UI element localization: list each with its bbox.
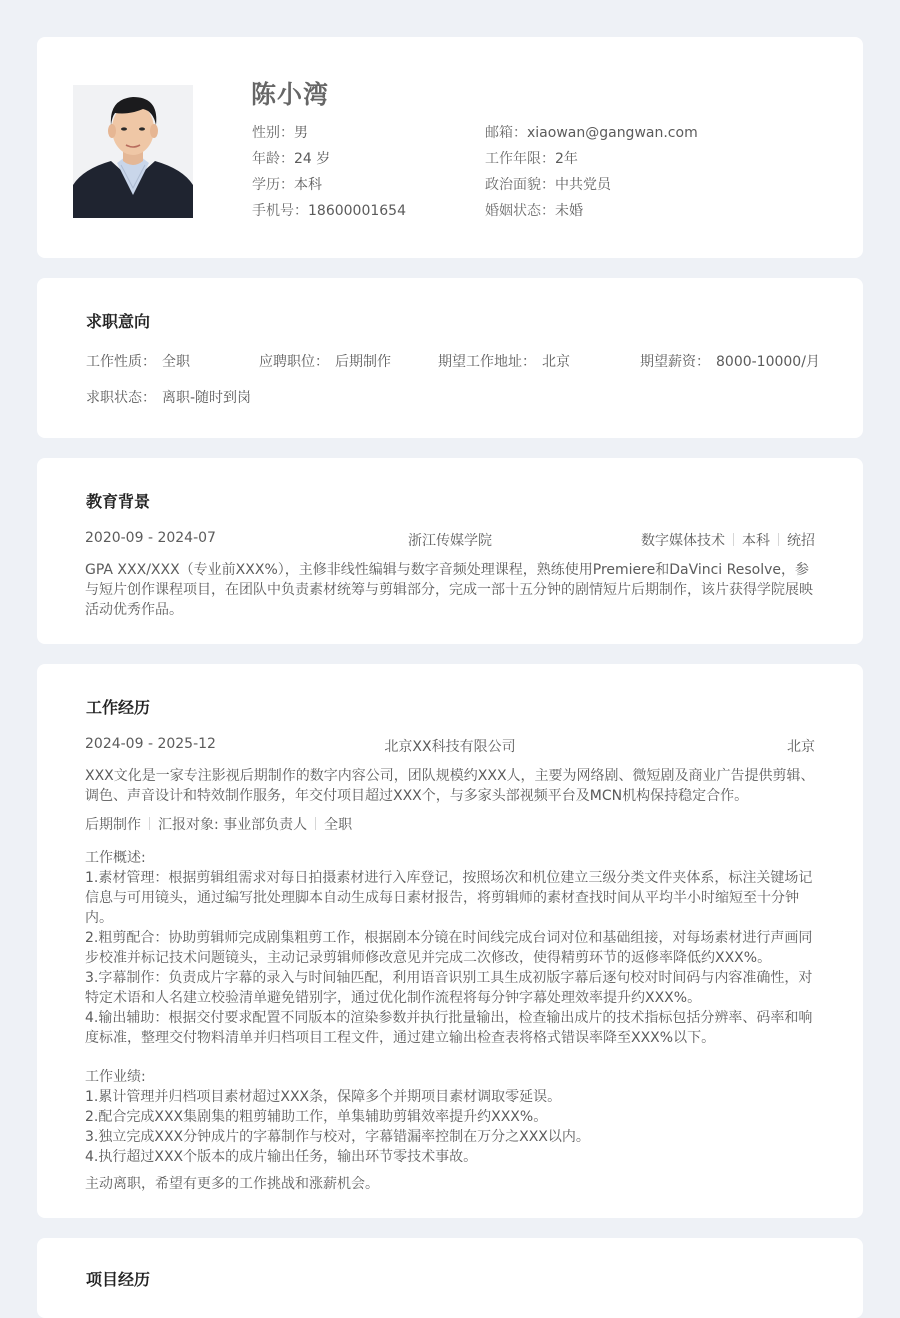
intent-value: 全职 <box>162 354 190 370</box>
intent-value: 北京 <box>542 354 570 370</box>
intent-label: 期望工作地址： <box>438 354 536 370</box>
info-political <box>485 174 611 194</box>
candidate-name: 陈小湾 <box>251 80 330 109</box>
achievement-item: 1.累计管理并归档项目素材超过XXX条，保障多个并期项目素材调取零延误。 <box>85 1089 562 1105</box>
company-description: XXX文化是一家专注影视后期制作的数字内容公司，团队规模约XXX人，主要为网络剧、微短剧及商业广告提供剪辑、调色、声音设计和特效制作服务，年交付项目超过XXX个，与多家头部视频平台及MCN机构保持稳定合作。 <box>85 768 815 804</box>
info-label: 工作年限： <box>485 151 555 167</box>
intent-label: 求职状态： <box>86 390 156 406</box>
work-company: 北京XX科技有限公司 <box>384 739 516 755</box>
avatar-photo <box>73 85 193 218</box>
info-education <box>252 174 322 194</box>
work-tag: 后期制作 <box>85 817 141 833</box>
info-label: 手机号： <box>252 203 308 219</box>
info-marital <box>485 200 583 220</box>
achievement-item: 4.执行超过XXX个版本的成片输出任务，输出环节零技术事故。 <box>85 1149 478 1165</box>
education-major: 数字媒体技术 <box>641 533 725 549</box>
section-title: 项目经历 <box>86 1270 151 1289</box>
work-date: 2024-09 - 2025-12 <box>85 736 216 752</box>
work-overview <box>85 848 817 1048</box>
divider <box>315 817 316 830</box>
achievements-title: 工作业绩: <box>85 1069 146 1085</box>
achievement-item: 3.独立完成XXX分钟成片的字幕制作与校对，字幕错漏率控制在万分之XXX以内。 <box>85 1129 590 1145</box>
project-experience-card <box>37 1238 863 1318</box>
info-value: 未婚 <box>555 203 583 219</box>
intent-value: 离职-随时到岗 <box>162 390 252 406</box>
divider <box>149 817 150 830</box>
work-tags <box>85 814 352 834</box>
info-value: 男 <box>294 125 308 141</box>
education-description: GPA XXX/XXX（专业前XXX%），主修非线性编辑与数字音频处理课程，熟练使用Premiere和DaVinci Resolve，参与短片创作课程项目，在团队中负责素材统筹与剪辑部分，完成一部十五分钟的剧情短片后期制作，该片获得学院展映活动优秀作品。 <box>85 562 813 618</box>
overview-item: 2.粗剪配合：协助剪辑师完成剧集粗剪工作，根据剧本分镜在时间线完成台词对位和基础组接，对每场素材进行声画同步校准并标记技术问题镜头，主动记录剪辑师修改意见并完成二次修改，使得精剪环节的返修率降低约XXX%。 <box>85 930 813 966</box>
info-age <box>252 148 330 168</box>
education-card <box>37 458 863 644</box>
info-value: 本科 <box>294 177 322 193</box>
education-date: 2020-09 - 2024-07 <box>85 530 216 546</box>
info-gender <box>252 122 308 142</box>
info-label: 婚姻状态： <box>485 203 555 219</box>
achievement-item: 2.配合完成XXX集剧集的粗剪辅助工作，单集辅助剪辑效率提升约XXX%。 <box>85 1109 548 1125</box>
work-city: 北京 <box>787 739 815 755</box>
info-label: 学历： <box>252 177 294 193</box>
overview-item: 3.字幕制作：负责成片字幕的录入与时间轴匹配，利用语音识别工具生成初版字幕后逐句校对时间码与内容准确性，对特定术语和人名建立校验清单避免错别字，通过优化制作流程将每分钟字幕处理效率提升约XXX%。 <box>85 970 813 1006</box>
work-experience-card <box>37 664 863 1218</box>
intent-item-position <box>259 351 391 371</box>
intent-item-status <box>86 387 251 407</box>
info-label: 邮箱： <box>485 125 527 141</box>
intent-label: 期望薪资： <box>640 354 710 370</box>
education-degree: 本科 <box>742 533 770 549</box>
info-label: 政治面貌： <box>485 177 555 193</box>
work-achievements <box>85 1067 817 1167</box>
leave-reason: 主动离职，希望有更多的工作挑战和涨薪机会。 <box>85 1176 379 1192</box>
work-tag: 汇报对象: 事业部负责人 <box>158 817 308 833</box>
intent-item-location <box>438 351 570 371</box>
info-work-years <box>485 148 578 168</box>
education-type: 统招 <box>787 533 815 549</box>
section-title: 教育背景 <box>86 492 151 511</box>
intent-item-salary <box>640 351 820 371</box>
work-tag: 全职 <box>324 817 353 833</box>
overview-item: 4.输出辅助：根据交付要求配置不同版本的渲染参数并执行批量输出，检查输出成片的技术指标包括分辨率、码率和响度标准，整理交付物料清单并归档项目工程文件，通过建立输出检查表将格式错误率降至XXX%以下。 <box>85 1010 813 1046</box>
info-label: 性别： <box>252 125 294 141</box>
job-intent-card <box>37 278 863 438</box>
info-value: xiaowan@gangwan.com <box>527 125 698 141</box>
divider <box>778 533 779 546</box>
info-value: 中共党员 <box>555 177 611 193</box>
overview-item: 1.素材管理：根据剪辑组需求对每日拍摄素材进行入库登记，按照场次和机位建立三级分类文件夹体系，标注关键场记信息与可用镜头，通过编写批处理脚本自动生成每日素材报告，将剪辑师的素材查找时间从平均半小时缩短至十分钟内。 <box>85 870 813 926</box>
intent-value: 后期制作 <box>335 354 391 370</box>
info-phone <box>252 200 406 220</box>
info-label: 年龄： <box>252 151 294 167</box>
overview-title: 工作概述: <box>85 850 146 866</box>
intent-label: 应聘职位： <box>259 354 329 370</box>
section-title: 求职意向 <box>86 312 151 331</box>
intent-label: 工作性质： <box>86 354 156 370</box>
section-title: 工作经历 <box>86 698 151 717</box>
info-email <box>485 122 698 142</box>
education-school: 浙江传媒学院 <box>408 533 492 549</box>
info-value: 24 岁 <box>294 151 331 167</box>
education-meta <box>597 530 815 550</box>
info-value: 18600001654 <box>308 203 406 219</box>
divider <box>733 533 734 546</box>
basic-info-card <box>37 37 863 258</box>
info-value: 2年 <box>555 151 578 167</box>
intent-value: 8000-10000/月 <box>716 354 820 370</box>
intent-item-type <box>86 351 190 371</box>
